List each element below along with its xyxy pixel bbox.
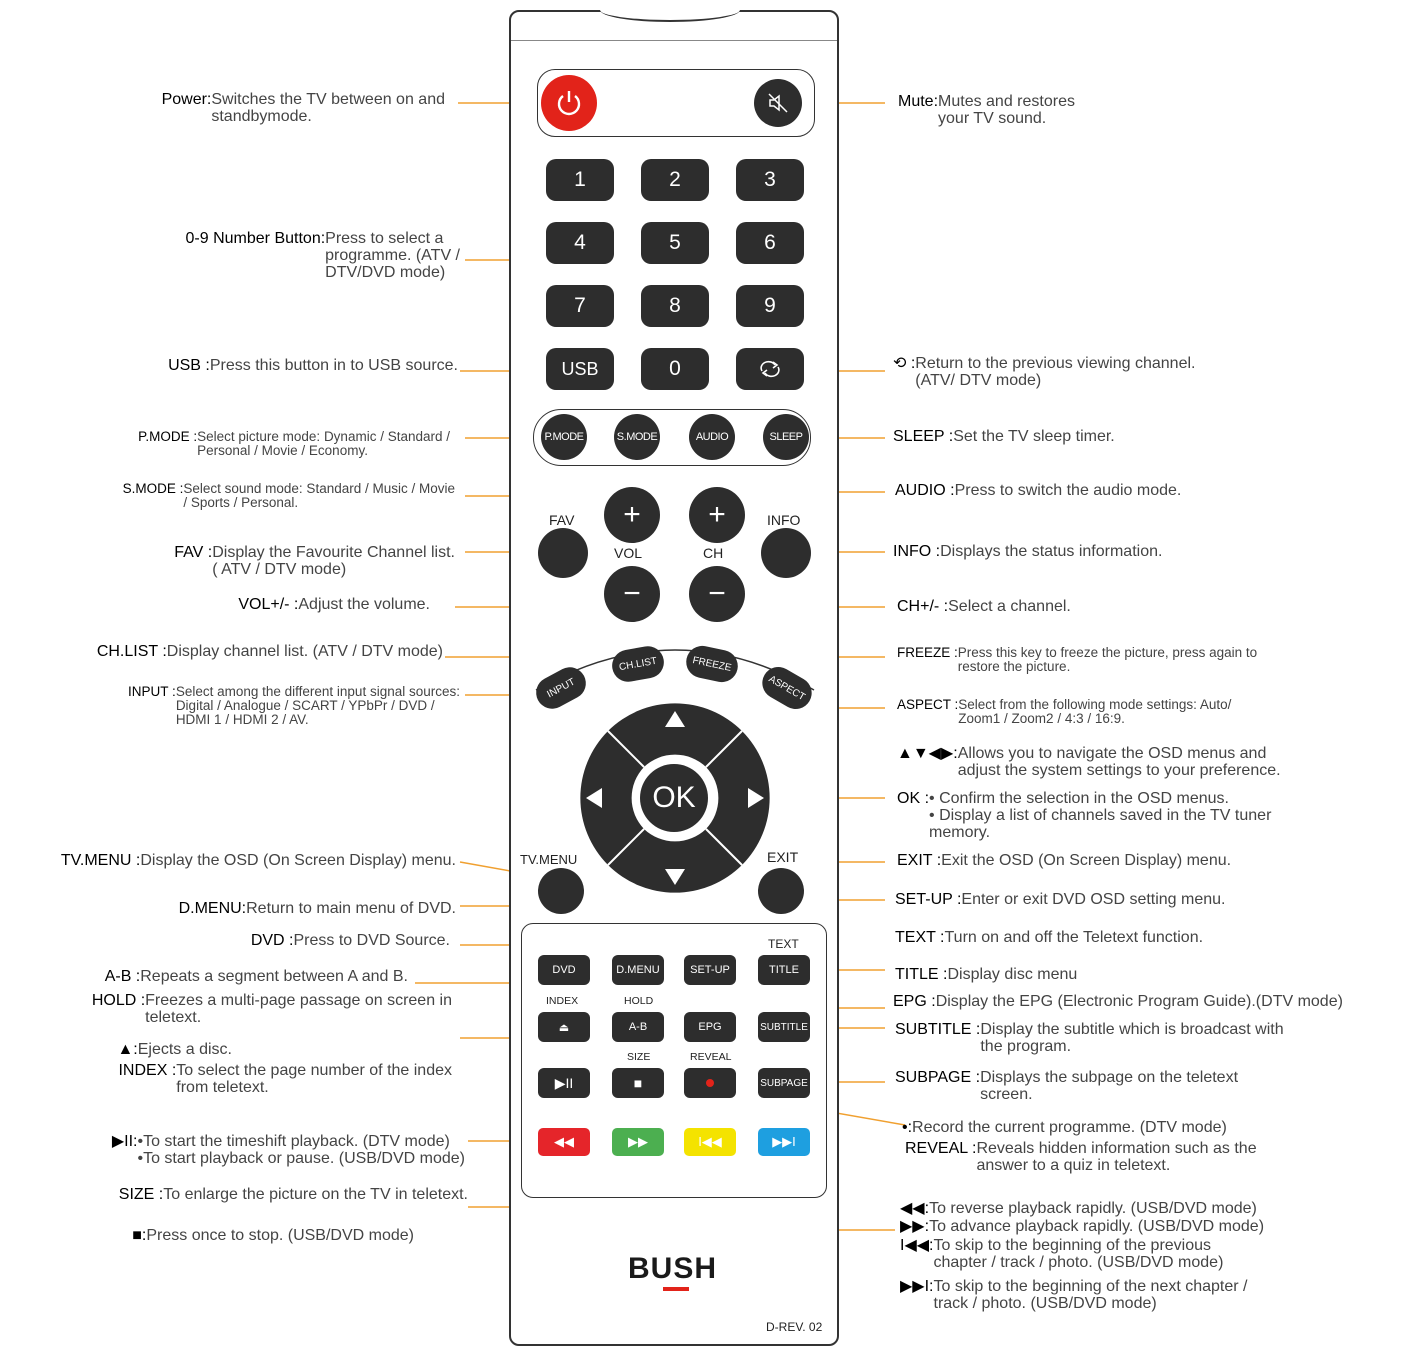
return-icon [757,360,783,378]
annotation-text: Displays the subpage on the teletext screen. [980,1069,1239,1103]
number-button-0[interactable]: 0 [641,348,709,390]
ch-down-button[interactable] [689,566,745,622]
remote-divider [511,40,837,41]
audio-button[interactable]: AUDIO [689,414,735,460]
annotation-text: Set the TV sleep timer. [953,428,1115,445]
annotation-title: CH.LIST : [96,643,167,660]
right-annotation-1 [893,355,1195,389]
number-button-1[interactable]: 1 [546,159,614,201]
left-annotation-1 [186,230,460,281]
left-annotation-0 [162,91,445,125]
right-annotation-0 [898,93,1075,127]
exit-label: EXIT [767,849,799,865]
right-annotation-7 [897,698,1231,726]
annotation-text: Press this button in to USB source. [209,357,458,374]
smode-button[interactable]: S.MODE [614,414,660,460]
annotation-title: ▶II: [111,1133,138,1150]
green-forward-button[interactable] [612,1128,664,1156]
subtitle-button[interactable]: SUBTITLE [758,1012,810,1042]
text-label: TEXT [768,937,799,951]
right-annotation-3 [895,482,1181,499]
usb-button[interactable]: USB [546,348,614,390]
tvmenu-label: TV.MENU [520,852,578,867]
annotation-title: FAV : [174,544,213,561]
right-annotation-5 [897,598,1071,615]
annotation-text: Display the OSD (On Screen Display) menu. [140,852,456,869]
left-annotation-6 [238,596,430,613]
number-button-6[interactable]: 6 [736,222,804,264]
exit-button[interactable] [758,868,804,914]
annotation-text: Display the Favourite Channel list. ( ATV / DTV mode) [212,544,455,578]
annotation-title: D.MENU: [178,900,247,917]
annotation-text: To enlarge the picture on the TV in teletext. [163,1186,468,1203]
annotation-title: SUBTITLE : [895,1021,981,1038]
power-button[interactable] [541,75,597,131]
annotation-title: SET-UP : [895,891,962,908]
right-annotation-21 [900,1237,1223,1271]
annotation-title: DVD : [250,932,294,949]
annotation-title: ⟲ : [893,355,916,372]
annotation-text: Turn on and off the Teletext function. [944,929,1204,946]
right-annotation-8 [897,745,1281,779]
annotation-text: Return to the previous viewing channel. (ATV/ DTV mode) [915,355,1196,389]
annotation-text: Select among the different input signal sources: Digital / Analogue / SCART / YPbPr / DVD / HDMI 1 / HDMI 2 / AV. [175,684,460,727]
right-annotation-2 [893,428,1115,445]
skip-next-icon: ▶▶I [772,1134,796,1149]
vol-label: VOL [614,545,643,561]
right-annotation-18 [905,1140,1257,1174]
info-button[interactable] [761,528,811,578]
vol-up-button[interactable] [604,487,660,543]
annotation-title: FREEZE : [897,645,958,660]
left-annotation-12 [105,968,408,985]
number-button-2[interactable]: 2 [641,159,709,201]
fast-forward-icon: ▶▶ [628,1134,648,1149]
sleep-button[interactable]: SLEEP [763,414,809,460]
annotation-title: ◀◀: [900,1200,930,1217]
annotation-text: To skip to the beginning of the previous chapter / track / photo. (USB/DVD mode) [933,1237,1224,1271]
left-annotation-18 [132,1227,414,1244]
number-button-7[interactable]: 7 [546,285,614,327]
left-annotation-4 [123,482,455,510]
index-label: INDEX [546,995,579,1007]
fav-button[interactable] [538,528,588,578]
annotation-text: Ejects a disc. [137,1041,232,1058]
annotation-title: Power: [161,91,212,108]
annotation-text: To reverse playback rapidly. (USB/DVD mode) [929,1200,1257,1217]
annotation-title: I◀◀: [900,1237,934,1254]
annotation-title: INDEX : [118,1062,177,1079]
annotation-title: ▲: [117,1041,138,1058]
left-annotation-8 [128,685,460,727]
annotation-title: EPG : [893,993,936,1010]
annotation-title: REVEAL : [905,1140,977,1157]
info-label: INFO [767,512,801,528]
annotation-text: To select the page number of the index from teletext. [176,1062,452,1096]
eject-button[interactable] [538,1012,590,1042]
ch-label: CH [703,545,724,561]
power-icon [554,88,584,118]
annotation-text: Select from the following mode settings: Auto/ Zoom1 / Zoom2 / 4:3 / 16:9. [958,697,1232,726]
plus-icon: + [708,498,726,531]
annotation-title: P.MODE : [138,429,198,444]
annotation-text: Press to DVD Source. [293,932,450,949]
annotation-title: TITLE : [895,966,948,983]
right-annotation-19 [900,1200,1257,1217]
annotation-title: EXIT : [897,852,942,869]
annotation-title: S.MODE : [122,481,184,496]
left-annotation-3 [138,430,450,458]
annotation-text: Enter or exit DVD OSD setting menu. [961,891,1226,908]
number-button-3[interactable]: 3 [736,159,804,201]
ok-button[interactable]: OK [640,764,708,832]
annotation-text: Freezes a multi-page passage on screen in teletext. [145,992,452,1026]
blue-next-button[interactable] [758,1128,810,1156]
annotation-text: Select picture mode: Dynamic / Standard / Personal / Movie / Economy. [197,429,450,458]
right-annotation-14 [893,993,1343,1010]
tvmenu-button[interactable] [538,868,584,914]
fav-label: FAV [549,512,575,528]
annotation-text: • Confirm the selection in the OSD menus. • Display a list of channels saved in the TV tuner memory. [929,790,1272,841]
annotation-title: SUBPAGE : [895,1069,981,1086]
eject-icon: ⏏ [558,1021,570,1034]
stop-button[interactable] [612,1068,664,1098]
annotation-text: Press to switch the audio mode. [954,482,1182,499]
annotation-text: To skip to the beginning of the next chapter / track / photo. (USB/DVD mode) [933,1278,1248,1312]
input-button[interactable]: INPUT [531,662,592,715]
left-annotation-5 [174,544,455,578]
annotation-text: Displays the status information. [940,543,1163,560]
left-annotation-15 [118,1062,452,1096]
brand-logo: BUSH [628,1252,718,1285]
annotation-title: HOLD : [91,992,146,1009]
mute-icon [767,92,789,114]
reveal-label: REVEAL [690,1051,732,1063]
annotation-title: TV.MENU : [60,852,141,869]
left-annotation-10 [179,900,456,917]
annotation-title: CH+/- : [897,598,949,615]
size-label: SIZE [627,1051,651,1063]
left-annotation-7 [97,643,443,660]
annotation-text: Repeats a segment between A and B. [140,968,408,985]
annotation-title: Mute: [898,93,939,110]
number-button-8[interactable]: 8 [641,285,709,327]
annotation-text: Mutes and restores your TV sound. [938,93,1075,127]
aspect-button[interactable]: ASPECT [756,661,817,715]
annotation-title: A-B : [104,968,141,985]
mute-button[interactable] [754,79,802,127]
right-annotation-15 [895,1021,1284,1055]
right-annotation-10 [897,852,1231,869]
ch-up-button[interactable] [689,487,745,543]
left-annotation-2 [168,357,458,374]
annotation-text: Select a channel. [948,598,1071,615]
annotation-title: INPUT : [128,684,176,699]
number-button-9[interactable]: 9 [736,285,804,327]
annotation-text: Display disc menu [947,966,1078,983]
number-button-5[interactable]: 5 [641,222,709,264]
annotation-text: Press this key to freeze the picture, press again to restore the picture. [957,645,1258,674]
epg-button[interactable]: EPG [684,1012,736,1042]
record-button[interactable] [684,1068,736,1098]
setup-button[interactable]: SET-UP [684,955,736,985]
yellow-prev-button[interactable] [684,1128,736,1156]
right-annotation-12 [895,929,1203,946]
number-button-4[interactable]: 4 [546,222,614,264]
annotation-text: Allows you to navigate the OSD menus and adjust the system settings to your preference. [957,745,1281,779]
left-annotation-16 [112,1133,465,1167]
hold-label: HOLD [624,995,654,1007]
right-annotation-6 [897,646,1257,674]
vol-down-button[interactable] [604,566,660,622]
annotation-text: Exit the OSD (On Screen Display) menu. [941,852,1232,869]
annotation-text: Record the current programme. (DTV mode) [912,1119,1227,1136]
annotation-title: ▲▼◀▶: [897,745,958,762]
right-annotation-22 [900,1278,1247,1312]
skip-previous-icon: I◀◀ [698,1134,722,1149]
annotation-text: Display the EPG (Electronic Program Guide).(DTV mode) [935,993,1343,1010]
annotation-title: ▶▶: [900,1218,930,1235]
annotation-text: Press once to stop. (USB/DVD mode) [146,1227,414,1244]
dmenu-button[interactable]: D.MENU [612,955,664,985]
title-button[interactable]: TITLE [758,955,810,985]
annotation-title: ▶▶I: [900,1278,934,1295]
ab-button[interactable]: A-B [612,1012,664,1042]
record-icon [706,1079,714,1087]
left-annotation-13 [92,992,452,1026]
annotation-title: ■: [132,1227,147,1244]
chlist-button[interactable]: CH.LIST [610,644,667,685]
left-annotation-14 [117,1041,232,1058]
left-annotation-17 [119,1186,468,1203]
freeze-button[interactable]: FREEZE [683,643,741,685]
stop-icon: ■ [633,1075,643,1091]
annotation-title: ASPECT : [897,697,959,712]
annotation-title: AUDIO : [895,482,955,499]
plus-icon: + [623,498,641,531]
annotation-title: VOL+/- : [238,596,299,613]
annotation-title: SLEEP : [893,428,954,445]
revision-label: D-REV. 02 [766,1320,823,1334]
rewind-icon: ◀◀ [554,1134,574,1149]
annotation-title: USB : [168,357,210,374]
annotation-text: Return to main menu of DVD. [246,900,456,917]
right-annotation-11 [895,891,1226,908]
annotation-text: Select sound mode: Standard / Music / Movie / Sports / Personal. [183,481,455,510]
annotation-text: To advance playback rapidly. (USB/DVD mode) [929,1218,1265,1235]
subpage-button[interactable]: SUBPAGE [758,1068,810,1098]
annotation-text: Display the subtitle which is broadcast with the program. [980,1021,1284,1055]
minus-icon: − [708,577,726,610]
annotation-title: 0-9 Number Button: [185,230,326,247]
dvd-button[interactable]: DVD [538,955,590,985]
left-annotation-9 [61,852,456,869]
red-rewind-button[interactable] [538,1128,590,1156]
right-annotation-16 [895,1069,1238,1103]
annotation-text: Display channel list. (ATV / DTV mode) [166,643,443,660]
annotation-title: TEXT : [895,929,945,946]
right-annotation-17 [902,1119,1227,1136]
play-pause-icon: ▶II [554,1074,574,1091]
pmode-button[interactable]: P.MODE [541,414,587,460]
play-pause-button[interactable] [538,1068,590,1098]
right-annotation-20 [900,1218,1264,1235]
return-button[interactable] [736,348,804,390]
annotation-text: Switches the TV between on and standbymode. [211,91,445,125]
right-annotation-13 [895,966,1077,983]
right-annotation-9 [897,790,1271,841]
brand-logo-underline [663,1287,689,1291]
annotation-text: Adjust the volume. [298,596,430,613]
annotation-title: OK : [897,790,930,807]
annotation-text: •To start the timeshift playback. (DTV mode) •To start playback or pause. (USB/DVD mode) [137,1133,465,1167]
annotation-title: SIZE : [118,1186,164,1203]
annotation-title: INFO : [893,543,941,560]
annotation-text: Press to select a programme. (ATV / DTV/DVD mode) [325,230,460,281]
right-annotation-4 [893,543,1162,560]
minus-icon: − [623,577,641,610]
annotation-text: Reveals hidden information such as the answer to a quiz in teletext. [976,1140,1257,1174]
left-annotation-11 [251,932,450,949]
annotation-title: •: [902,1119,913,1136]
